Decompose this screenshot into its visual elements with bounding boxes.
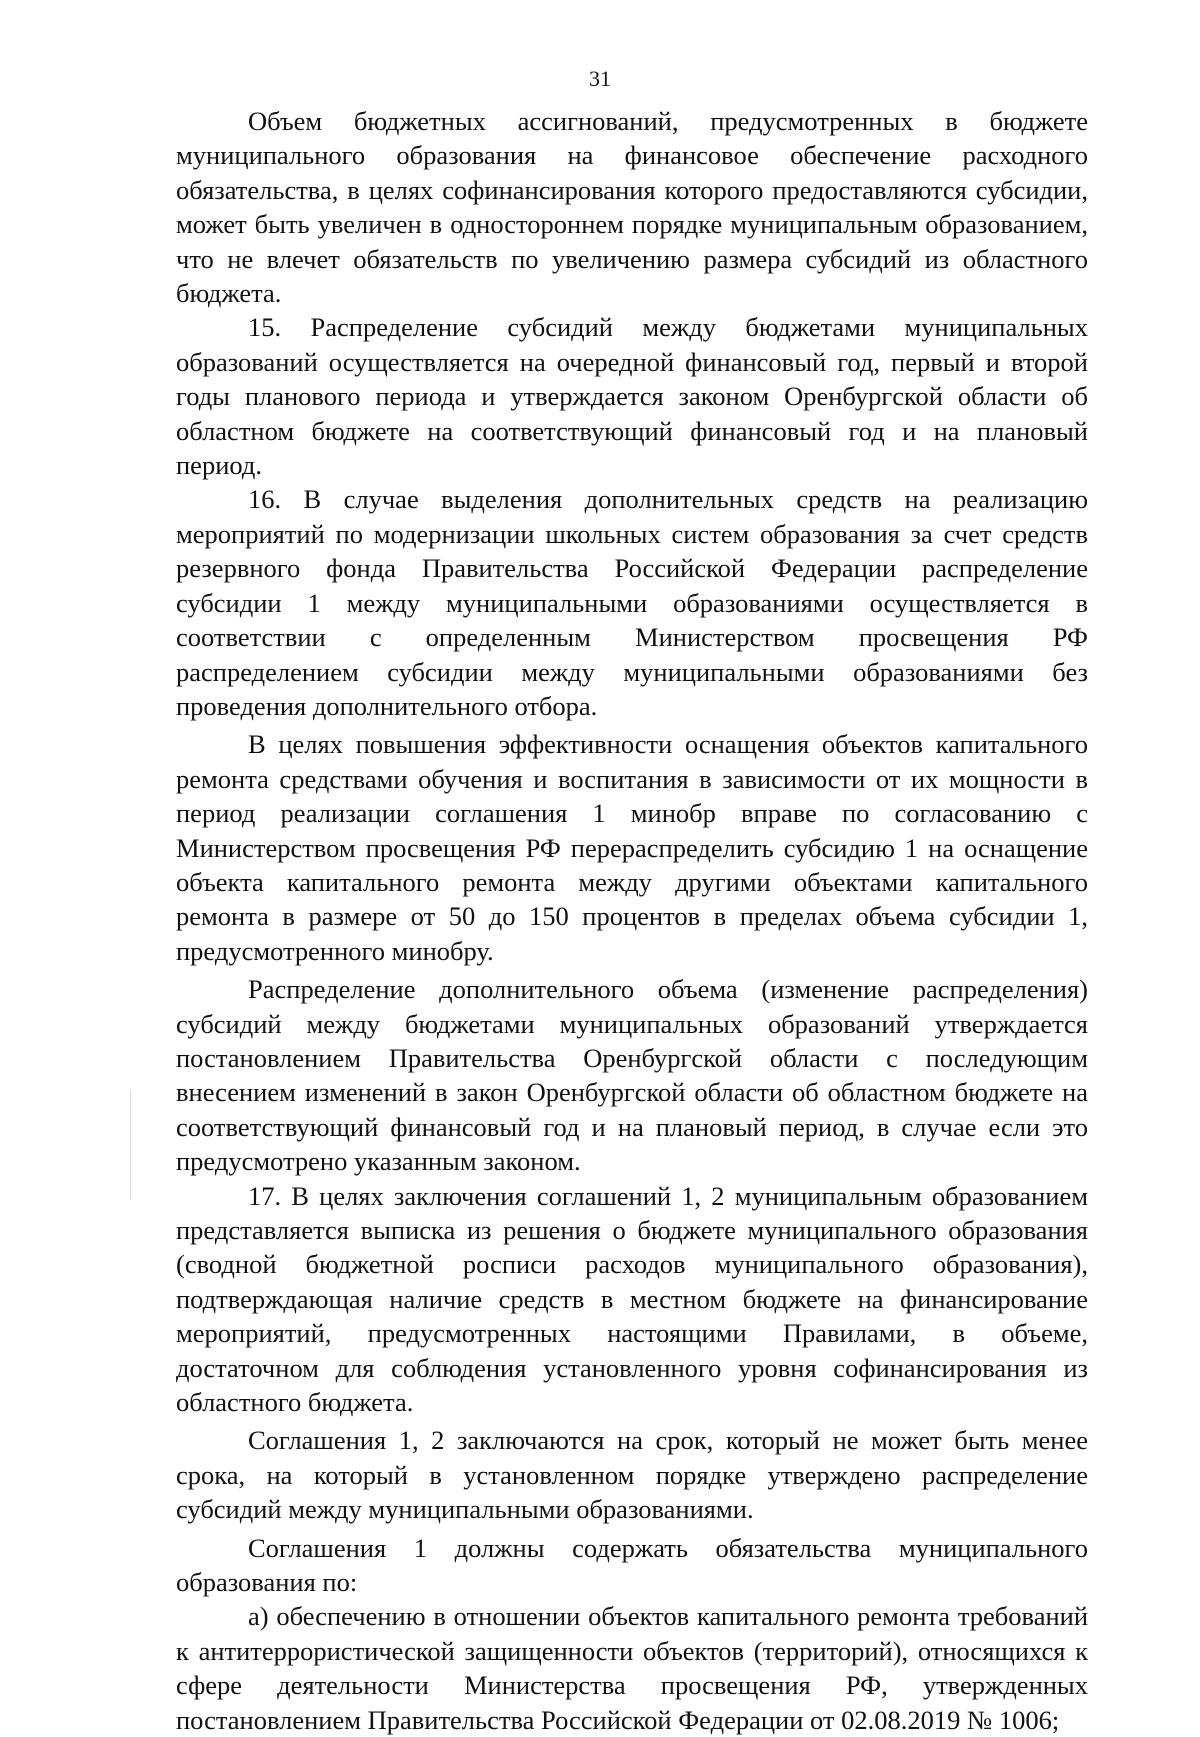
paragraph-16-additional-funds: 16. В случае выделения дополнительных средств на реализацию мероприятий по модернизации школьных систем образования за счет средств резервного фонда Правительства Российской Федерации распределение субсидии 1 между муниципальными образованиями осуществляется в соответствии с определенным Министерством просвещения РФ распределением субсидии между муниципальными образованиями без проведения дополнительного отбора. xyxy=(176,484,1088,721)
paragraph-17-agreements: 17. В целях заключения соглашений 1, 2 муниципальным образованием представляется выписка из решения о бюджете муниципального образования (сводной бюджетной росписи расходов муниципального образования), подтверждающая наличие средств в местном бюджете на финансирование мероприятий, предусмотренных настоящими Правилами, в объеме, достаточном для соблюдения установленного уровня софинансирования из областного бюджета. xyxy=(176,1180,1088,1418)
scan-artifact xyxy=(130,1090,131,1200)
paragraph-agreement-obligations: Соглашения 1 должны содержать обязательства муниципального образования по: xyxy=(176,1532,1088,1598)
paragraph-budget-allocations: Объем бюджетных ассигнований, предусмотренных в бюджете муниципального образования на финансовое обеспечение расходного обязательства, в целях софинансирования которого предоставляются субсидии, может быть увеличен в одностороннем порядке муниципальным образованием, что не влечет обязательств по увеличению размера субсидий из областного бюджета. xyxy=(176,106,1088,309)
paragraph-agreement-term: Соглашения 1, 2 заключаются на срок, который не может быть менее срока, на который в установленном порядке утверждено распределение субсидий между муниципальными образованиями. xyxy=(176,1425,1088,1525)
document-body xyxy=(176,104,1088,1737)
paragraph-additional-volume: Распределение дополнительного объема (изменение распределения) субсидий между бюджетами муниципальных образований утверждается постановлением Правительства Оренбургской области с последующим внесением изменений в закон Оренбургской области об областном бюджете на соответствующий финансовый год и на плановый период, в случае если это предусмотрено указанным законом. xyxy=(176,974,1088,1177)
page-number: 31 xyxy=(589,66,611,91)
paragraph-item-a-antiterrorism: а) обеспечению в отношении объектов капитального ремонта требований к антитеррористической защищенности объектов (территорий), относящихся к сфере деятельности Министерства просвещения РФ, утвержденных постановлением Правительства Российской Федерации от 02.08.2019 № 1006; xyxy=(176,1601,1088,1735)
paragraph-15-subsidy-distribution: 15. Распределение субсидий между бюджетами муниципальных образований осуществляется на очередной финансовый год, первый и второй годы планового периода и утверждается законом Оренбургской области об областном бюджете на соответствующий финансовый год и на плановый период. xyxy=(176,312,1088,481)
paragraph-equipment-redistribution: В целях повышения эффективности оснащения объектов капитального ремонта средствами обучения и воспитания в зависимости от их мощности в период реализации соглашения 1 минобр вправе по согласованию с Министерством просвещения РФ перераспределить субсидию 1 на оснащение объекта капитального ремонта между другими объектами капитального ремонта в размере от 50 до 150 процентов в пределах объема субсидии 1, предусмотренного минобру. xyxy=(176,729,1088,966)
